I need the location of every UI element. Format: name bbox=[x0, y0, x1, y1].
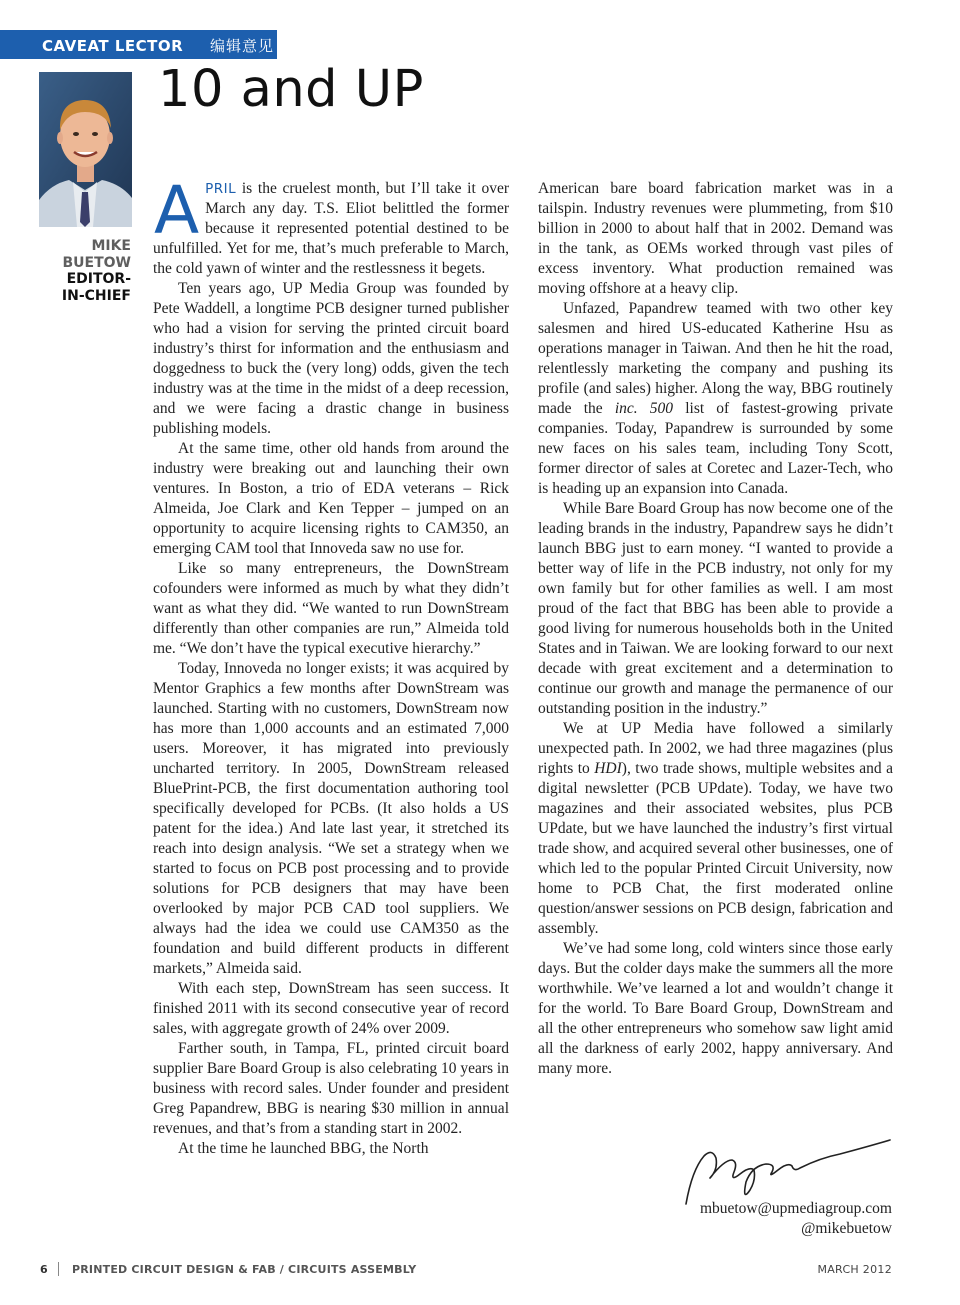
author-role-line1: EDITOR- bbox=[66, 271, 131, 287]
article-paragraph: At the time he launched BBG, the North bbox=[178, 1140, 429, 1157]
author-email[interactable]: mbuetow@upmediagroup.com bbox=[699, 1200, 892, 1217]
article-paragraph: At the same time, other old hands from around the industry were breaking out and launching their own ventures. In Boston, a trio of EDA veterans – Rick Almeida, Joe Clark and Ken Tepper – jumped on an opportunity to acquire licensing rights to CAM350, an emerging CAM tool that Innoveda saw no use for. bbox=[153, 440, 509, 557]
issue-date: MARCH 2012 bbox=[817, 1263, 892, 1276]
section-label: CAVEAT LECTOR bbox=[42, 37, 184, 55]
article-paragraph: We’ve had some long, cold winters since those early days. But the colder days make the summers all the more worthwhile. We’ve learned a lot and wouldn’t change it for the world. To Bare Board Group, DownStream and all the other entrepreneurs who somehow saw light amid all the darkness of early 2002, happy anniversary. And many more. bbox=[538, 940, 893, 1077]
italic-publication-name: inc. 500 bbox=[614, 400, 674, 417]
paragraph-text: ), two trade shows, multiple websites and a digital newsletter (PCB UPdate). Today, we have two magazines and their associated websites, plus PCB UPdate, but we have launched the industry’s first virtual trade show, and acquired several other businesses, one of which led to the popular Printed Circuit University, now home to PCB Chat, the first moderated online question/answer sessions on PCB design, fabrication and assembly. bbox=[538, 760, 893, 937]
article-paragraph: Like so many entrepreneurs, the DownStream cofounders were informed as much by what they didn’t want as what they did. “We wanted to run DownStream differently than other companies are run,” Almeida told me. “We don’t have the typical executive hierarchy.” bbox=[153, 560, 509, 657]
paragraph-text: Unfazed, Papandrew teamed with two other key salesmen and hired US-educated Katherine Hsu as operations manager in Taiwan. And then he hit the road, relentlessly marketing the company and pushing its profile (and sales) higher. Along the way, BBG routinely made the bbox=[538, 300, 893, 417]
article-title: 10 and UP bbox=[158, 60, 424, 119]
article-paragraph: While Bare Board Group has now become one of the leading brands in the industry, Papandrew says he didn’t launch BBG just to earn money. “I wanted to provide a better way of life in the PCB industry, not only for my own family but for other families as well. I am most proud of the fact that BBG has been able to provide a good living for numerous households both in the United States and in Taiwan. We are looking forward to our next decade with great excitement and a determination to continue our growth and manage the permanence of our outstanding position in the industry.” bbox=[538, 500, 893, 717]
article-paragraph: Ten years ago, UP Media Group was founded by Pete Waddell, a longtime PCB designer turned publisher who had a vision for serving the printed circuit board industry’s thirst for information and the enthusiasm and doggedness to buck the (very long) odds, given the tech industry was at the time in the midst of a deep recession, and we were facing a drastic change in business publishing models. bbox=[153, 280, 509, 437]
article-paragraph bbox=[153, 172, 509, 279]
author-photo bbox=[39, 72, 132, 227]
article-paragraph: Farther south, in Tampa, FL, printed circuit board supplier Bare Board Group is also celebrating 10 years in business with record sales. Under founder and president Greg Papandrew, BBG is nearing $30 million in annual revenues, and that’s from a standing start in 2002. bbox=[153, 1040, 509, 1137]
article-paragraph: Today, Innoveda no longer exists; it was acquired by Mentor Graphics a few months after DownStream was launched. Starting with no customers, DownStream now has more than 1,000 accounts and an estimated 7,000 users. Moreover, it has migrated into previously uncharted territory. In 2005, DownStream released BluePrint-PCB, the first documentation authoring tool specifically developed for PCBs. (It also holds a US patent for the idea.) And late last year, it stretched its reach into design analysis. “We set a strategy when we started to focus on PCB post processing and to provide solutions for PCB designers that may have been overlooked by major PCB CAD tool suppliers. We always had the idea we could use CAM350 as the foundation and build different products in different markets,” Almeida said. bbox=[153, 660, 509, 977]
article-paragraph bbox=[538, 719, 893, 939]
author-portrait-image bbox=[39, 72, 132, 227]
paragraph-text: list of fastest-growing private companies. Today, Papandrew is surrounded by some new faces on his sales team, including Tony Scott, former director of sales at Coretec and Lazer-Tech, who is heading up an expansion into Canada. bbox=[538, 400, 893, 497]
author-name-last: BUETOW bbox=[62, 254, 131, 271]
italic-publication-name: HDI bbox=[594, 760, 622, 777]
section-banner bbox=[0, 30, 277, 59]
lead-in-smallcaps: PRIL bbox=[205, 181, 237, 197]
author-byline bbox=[40, 238, 131, 304]
author-twitter[interactable]: @mikebuetow bbox=[801, 1220, 892, 1237]
article-paragraph: American bare board fabrication market was in a tailspin. Industry revenues were plummeting, from $10 billion in 2000 to about half that in 2002. Demand was in the tank, as OEMs worked through vast piles of excess inventory. What production remained was moving offshore at a heavy clip. bbox=[538, 180, 893, 297]
article-column-1 bbox=[153, 172, 509, 1159]
paragraph-text: is the cruelest month, but I’ll take it over March any day. T.S. Eliot belittled the former because it represented potential destined to be unfulfilled. Yet for me, that’s much preferable to March, the cold yawn of winter and the restlessness it begets. bbox=[153, 180, 509, 277]
section-label-chinese: 编辑意见 bbox=[210, 37, 275, 55]
article-paragraph bbox=[538, 299, 893, 499]
publication-name: PRINTED CIRCUIT DESIGN & FAB / CIRCUITS ASSEMBLY bbox=[72, 1263, 417, 1276]
handwritten-signature bbox=[680, 1130, 895, 1210]
drop-cap: A bbox=[154, 172, 200, 249]
footer-divider bbox=[58, 1262, 59, 1276]
author-contact bbox=[700, 1199, 892, 1239]
author-name-first: MIKE bbox=[91, 238, 131, 254]
author-role-line2: IN-CHIEF bbox=[61, 287, 131, 304]
page-number: 6 bbox=[40, 1263, 48, 1276]
page-footer bbox=[0, 1262, 960, 1278]
article-column-2 bbox=[538, 179, 893, 1079]
paragraph-text: We at UP Media have followed a similarly unexpected path. In 2002, we had three magazines (plus rights to bbox=[538, 720, 893, 777]
article-paragraph: With each step, DownStream has seen success. It finished 2011 with its second consecutive year of record sales, with aggregate growth of 24% over 2009. bbox=[153, 980, 509, 1037]
